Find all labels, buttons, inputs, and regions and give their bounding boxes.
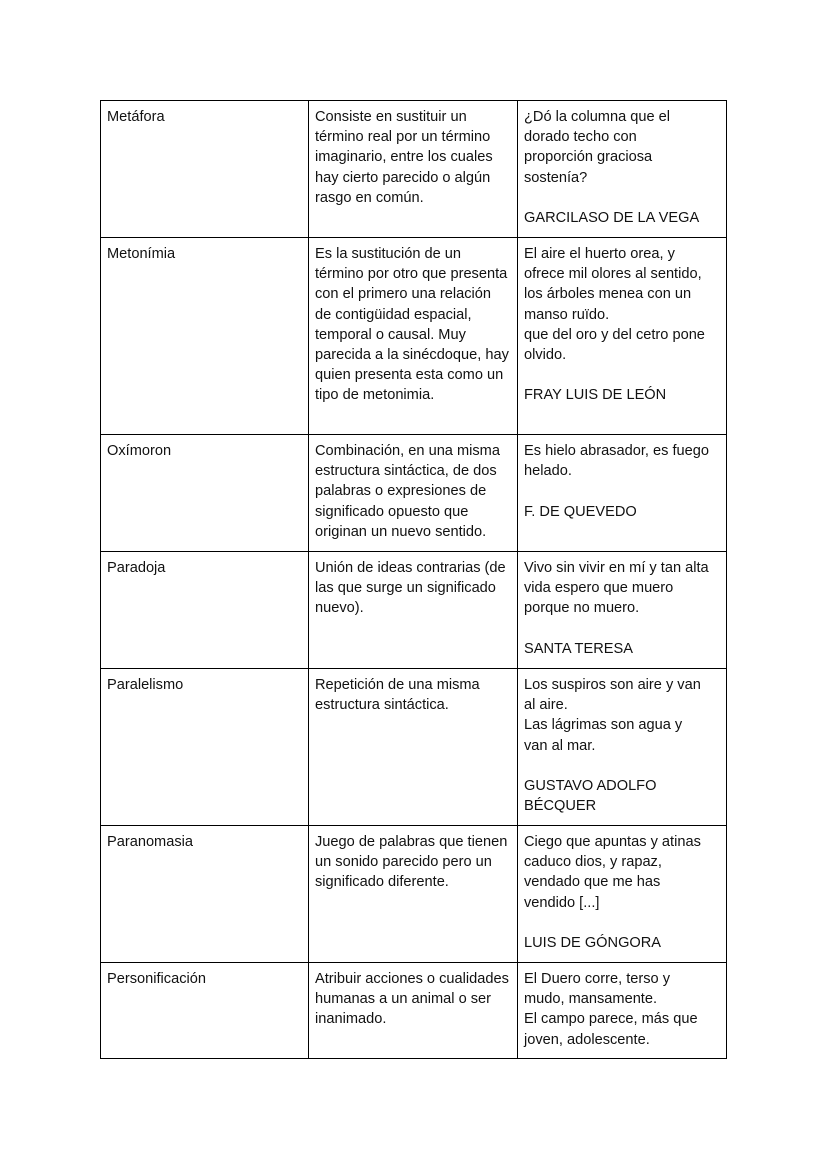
example-line: manso ruïdo. <box>524 306 610 323</box>
example-line: vendido [...] <box>524 894 600 911</box>
example-line: los árboles menea con un <box>524 286 692 303</box>
term-cell <box>101 669 309 826</box>
term-text: Metonímia <box>107 246 176 262</box>
example-line: vida espero que muero <box>524 580 674 597</box>
example-line: ¿Dó la columna que el <box>524 109 671 125</box>
example-line: van al mar. <box>524 737 596 754</box>
example-author: F. DE QUEVEDO <box>524 503 637 520</box>
term-text: Personificación <box>107 971 206 987</box>
example-author: GUSTAVO ADOLFO BÉCQUER <box>524 778 657 815</box>
definition-cell <box>309 552 518 669</box>
example-line: El Duero corre, terso y <box>524 971 670 987</box>
example-line: porque no muero. <box>524 600 640 617</box>
table-row <box>101 826 727 963</box>
example-cell <box>518 238 727 435</box>
term-cell <box>101 238 309 435</box>
example-line: vendado que me has <box>524 874 661 891</box>
definition-cell <box>309 101 518 238</box>
example-cell <box>518 435 727 552</box>
example-line: caduco dios, y rapaz, <box>524 854 662 871</box>
example-line: Los suspiros son aire y van <box>524 677 701 693</box>
literary-figures-table <box>100 100 727 1059</box>
definition-cell <box>309 435 518 552</box>
example-cell <box>518 826 727 963</box>
table-row <box>101 238 727 435</box>
example-line: Es hielo abrasador, es fuego <box>524 443 709 459</box>
definition-cell <box>309 826 518 963</box>
example-line: mudo, mansamente. <box>524 991 658 1008</box>
definition-text: Repetición de una misma estructura sintáctica. <box>315 677 480 714</box>
definition-text: Consiste en sustituir un término real por un término imaginario, entre los cuales hay cierto parecido o algún rasgo en común. <box>315 109 493 206</box>
term-cell <box>101 101 309 238</box>
table-row <box>101 669 727 826</box>
example-line: El aire el huerto orea, y <box>524 246 675 262</box>
term-cell <box>101 963 309 1059</box>
definition-text: Combinación, en una misma estructura sintáctica, de dos palabras o expresiones de significado opuesto que originan un nuevo sentido. <box>315 443 500 540</box>
definition-cell <box>309 669 518 826</box>
term-text: Oxímoron <box>107 443 172 459</box>
term-text: Paralelismo <box>107 677 184 693</box>
example-cell <box>518 669 727 826</box>
term-cell <box>101 435 309 552</box>
example-line: proporción graciosa <box>524 149 653 166</box>
example-line: Las lágrimas son agua y <box>524 717 683 734</box>
definition-text: Unión de ideas contrarias (de las que surge un significado nuevo). <box>315 560 506 617</box>
example-line: El campo parece, más que <box>524 1011 698 1028</box>
example-line: Vivo sin vivir en mí y tan alta <box>524 560 709 576</box>
term-text: Paranomasia <box>107 834 193 850</box>
example-line: sostenía? <box>524 169 588 186</box>
table-row <box>101 963 727 1059</box>
example-author: FRAY LUIS DE LEÓN <box>524 387 667 404</box>
definition-text: Es la sustitución de un término por otro que presenta con el primero una relación de contigüidad espacial, temporal o causal. Muy parecida a la sinécdoque, hay quien presenta esta como un tipo de metonimia. <box>315 246 509 404</box>
example-line: al aire. <box>524 697 568 714</box>
definition-text: Atribuir acciones o cualidades humanas a un animal o ser inanimado. <box>315 971 509 1028</box>
example-line: joven, adolescente. <box>524 1031 650 1048</box>
example-line: Ciego que apuntas y atinas <box>524 834 701 850</box>
example-line: ofrece mil olores al sentido, <box>524 266 702 283</box>
definition-text: Juego de palabras que tienen un sonido parecido pero un significado diferente. <box>315 834 508 891</box>
example-cell <box>518 101 727 238</box>
table-row <box>101 435 727 552</box>
example-cell <box>518 963 727 1059</box>
example-cell <box>518 552 727 669</box>
table-row <box>101 101 727 238</box>
example-line: que del oro y del cetro pone <box>524 326 705 343</box>
term-cell <box>101 552 309 669</box>
table-row <box>101 552 727 669</box>
term-text: Paradoja <box>107 560 166 576</box>
example-line: olvido. <box>524 347 567 364</box>
example-author: LUIS DE GÓNGORA <box>524 935 662 951</box>
term-text: Metáfora <box>107 109 165 125</box>
example-author: GARCILASO DE LA VEGA <box>524 210 700 226</box>
term-cell <box>101 826 309 963</box>
example-author: SANTA TERESA <box>524 640 633 657</box>
example-line: helado. <box>524 463 572 480</box>
definition-cell <box>309 963 518 1059</box>
example-line: dorado techo con <box>524 129 637 146</box>
definition-cell <box>309 238 518 435</box>
